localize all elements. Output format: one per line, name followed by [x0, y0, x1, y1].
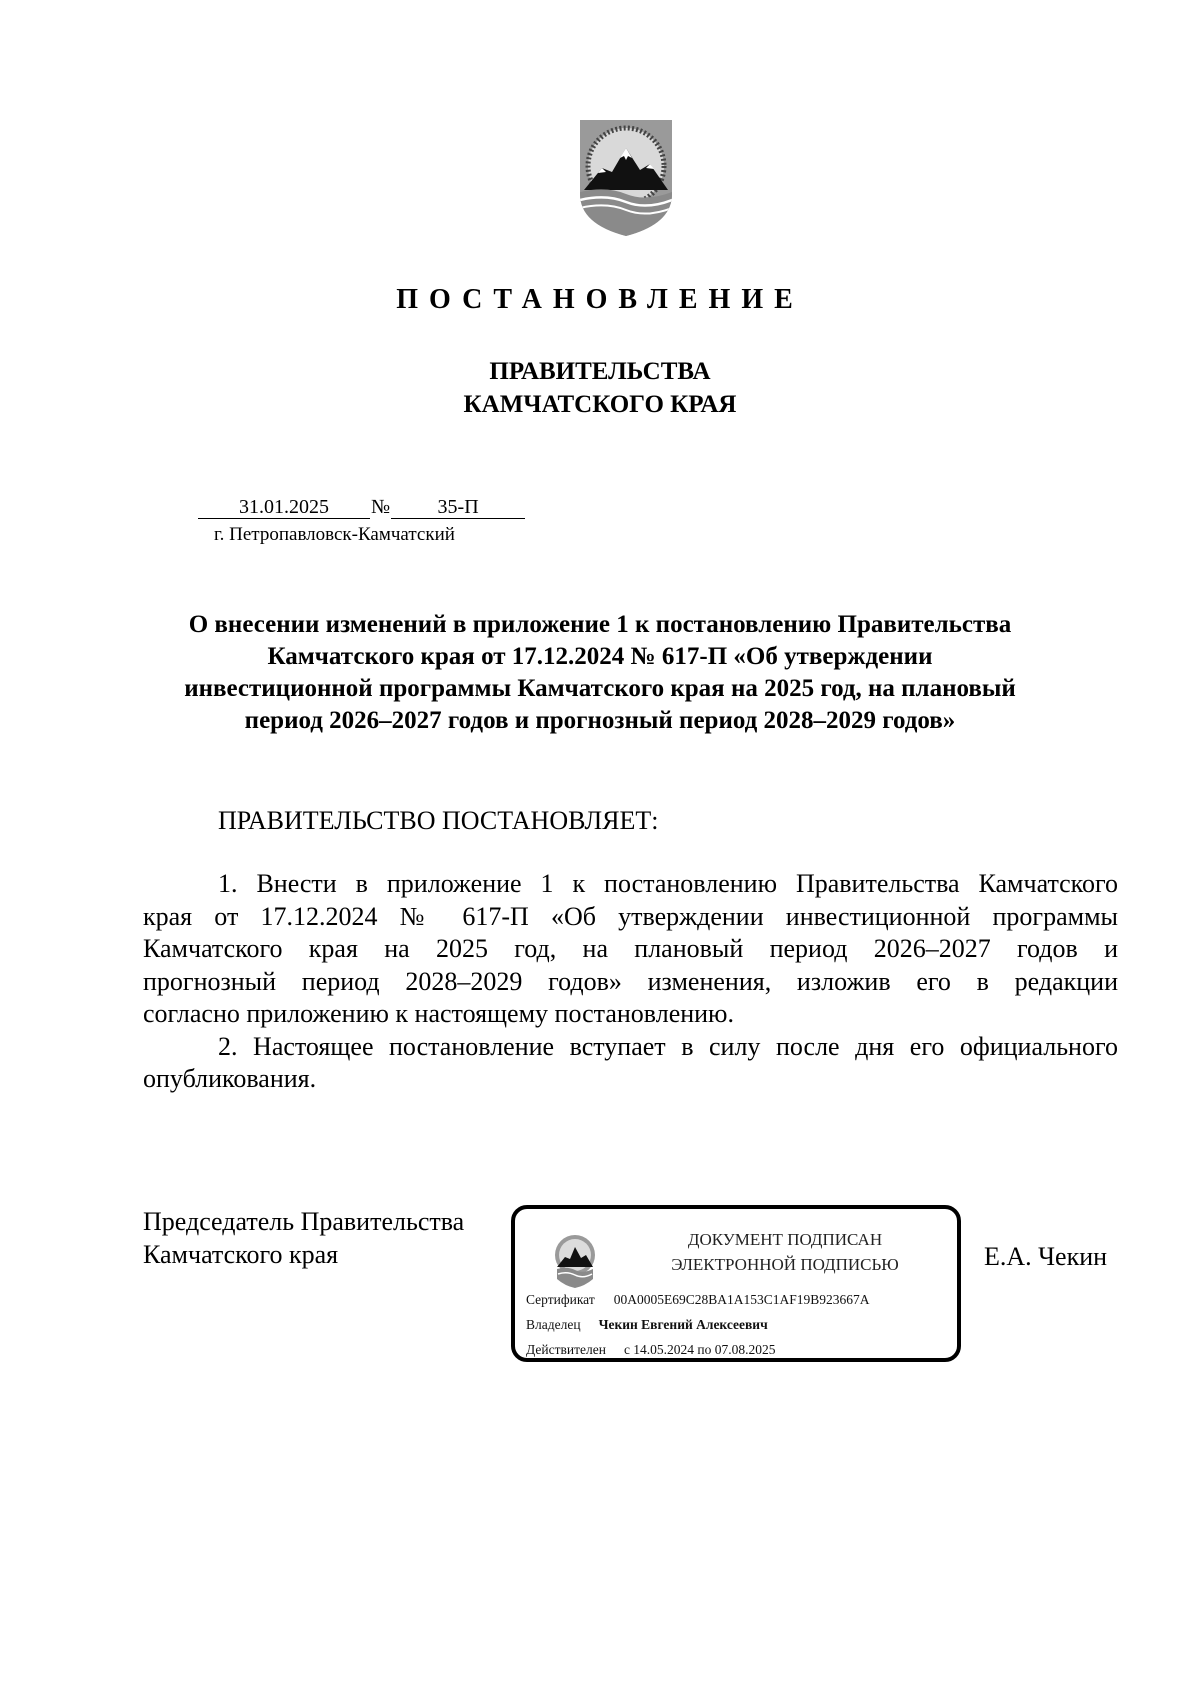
signer-name: Е.А. Чекин [984, 1242, 1108, 1271]
kamchatka-coat-of-arms-icon [576, 116, 676, 240]
issue-city: г. Петропавловск-Камчатский [214, 524, 455, 545]
certificate-value: 00A0005E69C28BA1A153C1AF19B923667A [613, 1292, 870, 1307]
body-line: согласно приложению к настоящему постановлению. [143, 999, 734, 1028]
registration-line [198, 495, 525, 519]
signer-position [143, 1205, 464, 1271]
kamchatka-emblem-small-icon [553, 1233, 597, 1288]
body-line: опубликования. [143, 1064, 317, 1093]
body-line: 2. Настоящее постановление вступает в силу после дня его официального [218, 1031, 1118, 1061]
document-type-title: ПОСТАНОВЛЕНИЕ [396, 284, 804, 315]
document-number: 35-П [391, 496, 525, 519]
stamp-header-line: ЭЛЕКТРОННОЙ ПОДПИСЬЮ [671, 1255, 899, 1274]
body-line: прогнозный период 2028–2029 годов» изменения, изложив его в редакции [143, 966, 1118, 996]
body-line: Камчатского края на 2025 год, на плановый период 2026–2027 годов и [143, 934, 1118, 963]
stamp-header-line: ДОКУМЕНТ ПОДПИСАН [687, 1230, 883, 1249]
heading-line: инвестиционной программы Камчатского края на 2025 год, на плановый [184, 675, 1016, 702]
owner-label: Владелец [526, 1317, 581, 1332]
signer-position-line: Камчатского края [143, 1240, 339, 1269]
issuer-title-line: ПРАВИТЕЛЬСТВА [489, 358, 711, 385]
document-body [143, 868, 1118, 1096]
preamble: ПРАВИТЕЛЬСТВО ПОСТАНОВЛЯЕТ: [218, 806, 659, 835]
body-line: 1. Внести в приложение 1 к постановлению Правительства Камчатского [218, 869, 1118, 898]
electronic-signature-stamp [511, 1205, 961, 1362]
validity-label: Действителен [526, 1342, 606, 1357]
number-sign: № [371, 496, 391, 518]
document-heading [150, 609, 1050, 737]
certificate-label: Сертификат [526, 1292, 595, 1307]
document-date: 31.01.2025 [198, 496, 370, 519]
validity-value: с 14.05.2024 по 07.08.2025 [623, 1342, 776, 1357]
heading-line: О внесении изменений в приложение 1 к постановлению Правительства [188, 611, 1012, 638]
issuer-title [0, 355, 1200, 421]
heading-line: период 2026–2027 годов и прогнозный период 2028–2029 годов» [244, 707, 956, 734]
validity-row [526, 1341, 776, 1359]
body-line: края от 17.12.2024 № 617-П «Об утверждении инвестиционной программы [143, 901, 1118, 931]
owner-value: Чекин Евгений Алексеевич [598, 1317, 768, 1332]
heading-line: Камчатского края от 17.12.2024 № 617-П «Об утверждении [267, 643, 933, 670]
issuer-title-line: КАМЧАТСКОГО КРАЯ [463, 391, 737, 418]
signer-position-line: Председатель Правительства [143, 1207, 465, 1236]
stamp-header [620, 1227, 950, 1277]
certificate-row [526, 1291, 870, 1309]
owner-row [526, 1316, 768, 1334]
